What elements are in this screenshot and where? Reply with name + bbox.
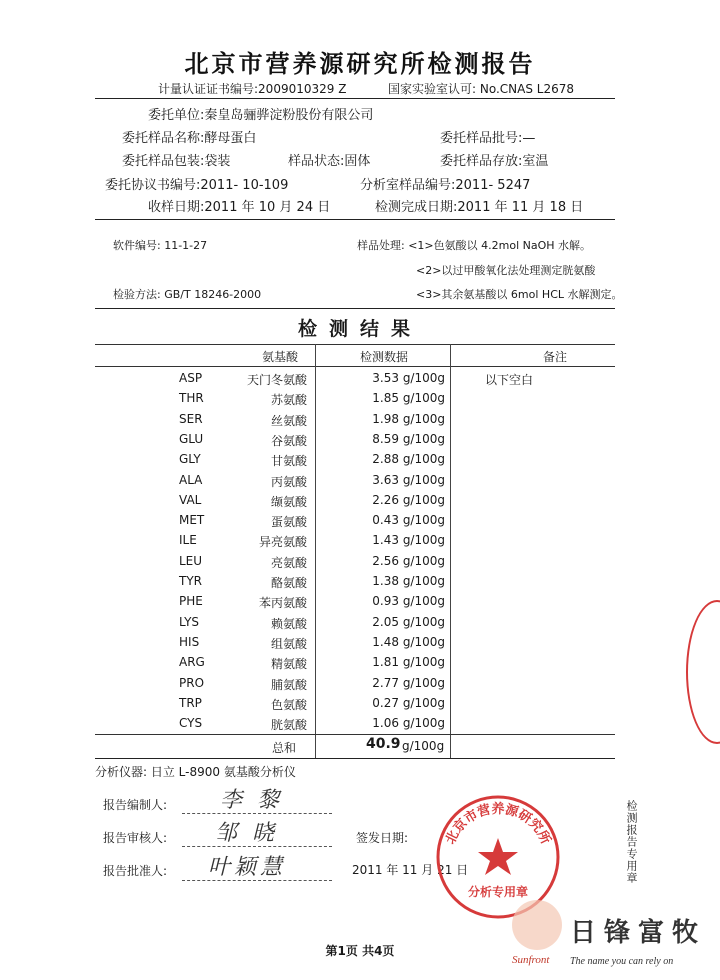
label: 委托协议书编号:: [105, 178, 201, 193]
amino-code: ASP: [179, 371, 203, 385]
table-bottom-line: [95, 758, 615, 759]
divider: [95, 219, 615, 220]
signature-line: [182, 880, 332, 881]
amino-value: 2.77 g/100g: [372, 675, 445, 690]
stamp-bottom-text: 分析专用章: [467, 885, 529, 899]
amino-code: LYS: [179, 614, 200, 629]
instrument: 分析仪器: 日立 L-8900 氨基酸分析仪: [95, 765, 296, 779]
amino-code: VAL: [179, 492, 202, 507]
label: 委托样品包装:: [122, 154, 205, 169]
note-blank: 以下空白: [485, 373, 534, 387]
amino-name: 色氨酸: [270, 697, 307, 712]
watermark-slogan: The name you can rely on: [570, 956, 674, 967]
amino-code: TRP: [179, 695, 202, 710]
software-number: 软件编号: 11-1-27: [113, 239, 208, 252]
total-unit: g/100g: [402, 739, 445, 753]
prepared-label: 报告编制人:: [103, 798, 168, 812]
table-row: [95, 653, 615, 673]
divider: [95, 98, 615, 99]
table-row: [95, 491, 615, 511]
star-icon: [478, 838, 518, 875]
amino-value: 0.93 g/100g: [372, 594, 445, 609]
stamp-top-text: 北京市营养源研究所: [443, 802, 553, 847]
label: 委托样品批号:: [440, 131, 523, 146]
table-top-line: [95, 344, 615, 345]
table-row: [95, 511, 615, 531]
amino-code: PHE: [179, 594, 203, 609]
reviewed-label: 报告审核人:: [103, 831, 168, 845]
label: 检测完成日期:: [375, 200, 458, 215]
partial-stamp: [686, 600, 720, 744]
table-row: [95, 592, 615, 612]
value: 2011- 10-109: [200, 178, 289, 193]
amino-name: 异亮氨酸: [258, 535, 307, 550]
table-header-line: [95, 366, 615, 367]
sample-package: [122, 150, 230, 169]
label: 分析室样品编号:: [360, 178, 456, 193]
amino-name: 组氨酸: [270, 636, 307, 651]
table-row: [95, 694, 615, 714]
amino-value: 1.85 g/100g: [372, 391, 445, 406]
sample-name: [122, 127, 256, 146]
label: 样品状态:: [288, 154, 345, 169]
amino-code: GLU: [179, 431, 204, 446]
amino-code: ILE: [179, 533, 197, 548]
table-row: [95, 450, 615, 470]
table-row: [95, 369, 615, 389]
amino-code: THR: [179, 391, 204, 406]
amino-value: 0.27 g/100g: [372, 695, 445, 710]
processing-1: 样品处理: <1>色氨酸以 4.2mol NaOH 水解。: [357, 239, 592, 252]
table-row: [95, 613, 615, 633]
amino-code: ALA: [179, 472, 203, 487]
amino-name: 谷氨酸: [270, 433, 307, 448]
amino-name: 精氨酸: [270, 657, 307, 672]
amino-value: 2.05 g/100g: [372, 614, 445, 629]
value: 2011 年 11 月 18 日: [457, 200, 584, 215]
reviewed-signature: 邹 晓: [215, 821, 278, 846]
results-title: 检测结果: [297, 318, 422, 340]
client-unit: [148, 104, 373, 123]
amino-value: 2.56 g/100g: [372, 553, 445, 568]
value: —: [522, 131, 536, 146]
lab-sample-number: [360, 174, 530, 193]
table-row: [95, 389, 615, 409]
amino-value: 1.98 g/100g: [372, 411, 445, 426]
received-date: [148, 196, 330, 215]
label: 委托单位:: [148, 108, 205, 123]
label: 收样日期:: [148, 200, 205, 215]
amino-name: 天门冬氨酸: [246, 373, 307, 387]
table-total-line: [95, 734, 615, 735]
value: 2011- 5247: [455, 178, 531, 193]
signature-line: [182, 846, 332, 847]
amino-code: MET: [179, 513, 205, 528]
amino-code: CYS: [179, 716, 203, 731]
amino-name: 蛋氨酸: [270, 515, 307, 530]
amino-value: 0.43 g/100g: [372, 513, 445, 528]
header-data: 检测数据: [360, 350, 409, 364]
amino-value: 2.88 g/100g: [372, 452, 445, 467]
completed-date: [375, 196, 583, 215]
sample-storage: [440, 150, 548, 169]
value: 室温: [522, 154, 549, 169]
table-row: [95, 572, 615, 592]
value: 2011 年 10 月 24 日: [204, 200, 331, 215]
table-row: [95, 531, 615, 551]
signature-line: [182, 813, 332, 814]
amino-code: GLY: [179, 452, 201, 467]
amino-name: 苯丙氨酸: [258, 596, 307, 611]
amino-value: 2.26 g/100g: [372, 492, 445, 507]
table-row: [95, 410, 615, 430]
amino-code: PRO: [179, 675, 205, 690]
approved-label: 报告批准人:: [103, 864, 168, 878]
sample-batch: [440, 127, 535, 146]
issue-date-label: 签发日期:: [356, 831, 409, 845]
amino-name: 缬氨酸: [270, 494, 307, 509]
table-row: [95, 714, 615, 734]
amino-name: 赖氨酸: [270, 616, 307, 631]
processing-2: <2>以过甲酸氧化法处理测定胱氨酸: [416, 264, 596, 277]
agreement-number: [105, 174, 288, 193]
total-value: 40.9: [366, 736, 401, 752]
test-standard: 检验方法: GB/T 18246-2000: [113, 288, 262, 301]
table-row: [95, 430, 615, 450]
amino-code: TYR: [179, 574, 202, 588]
approved-signature: 叶颖慧: [208, 855, 287, 880]
page-number: 第1页 共4页: [325, 944, 395, 958]
value: 袋装: [204, 154, 231, 169]
prepared-signature: 李 黎: [220, 788, 283, 813]
total-label: 总和: [272, 741, 297, 755]
amino-name: 胱氨酸: [270, 718, 307, 733]
table-row: [95, 552, 615, 572]
amino-code: SER: [179, 411, 203, 426]
watermark-cn: 日锋富牧: [570, 918, 707, 948]
amino-value: 8.59 g/100g: [372, 431, 445, 446]
amino-name: 甘氨酸: [270, 454, 307, 469]
value: 酵母蛋白: [204, 131, 257, 146]
amino-name: 苏氨酸: [270, 393, 307, 408]
report-title: 北京市营养源研究所检测报告: [184, 50, 536, 78]
amino-name: 丙氨酸: [270, 474, 307, 489]
amino-value: 1.81 g/100g: [372, 655, 445, 670]
table-row: [95, 674, 615, 694]
issue-date-value: 2011 年 11 月 21 日: [352, 863, 469, 877]
amino-name: 丝氨酸: [270, 413, 307, 428]
amino-code: HIS: [179, 634, 200, 649]
header-amino: 氨基酸: [262, 350, 299, 364]
amino-value: 3.53 g/100g: [372, 371, 445, 385]
side-note: 检测报告专用章: [625, 800, 638, 884]
cnas-number: 国家实验室认可: No.CNAS L2678: [388, 82, 575, 96]
table-row: [95, 471, 615, 491]
amino-code: ARG: [179, 655, 205, 670]
divider: [95, 308, 615, 309]
label: 委托样品名称:: [122, 131, 205, 146]
amino-name: 酪氨酸: [270, 576, 307, 590]
header-note: 备注: [543, 350, 568, 364]
sun-logo-icon: [512, 900, 562, 950]
value: 秦皇岛骊骅淀粉股份有限公司: [204, 108, 374, 123]
amino-code: LEU: [179, 553, 203, 568]
amino-value: 3.63 g/100g: [372, 472, 445, 487]
label: 委托样品存放:: [440, 154, 523, 169]
table-row: [95, 633, 615, 653]
value: 固体: [344, 154, 371, 169]
sample-state: [288, 150, 370, 169]
amino-name: 脯氨酸: [270, 677, 307, 692]
processing-3: <3>其余氨基酸以 6mol HCL 水解测定。: [416, 288, 623, 301]
watermark-brand: Sunfront: [512, 954, 550, 966]
amino-value: 1.06 g/100g: [372, 716, 445, 731]
amino-value: 1.38 g/100g: [372, 574, 445, 588]
amino-value: 1.43 g/100g: [372, 533, 445, 548]
amino-value: 1.48 g/100g: [372, 634, 445, 649]
cert-number: 计量认证证书编号:2009010329 Z: [158, 82, 347, 96]
amino-name: 亮氨酸: [270, 555, 307, 570]
